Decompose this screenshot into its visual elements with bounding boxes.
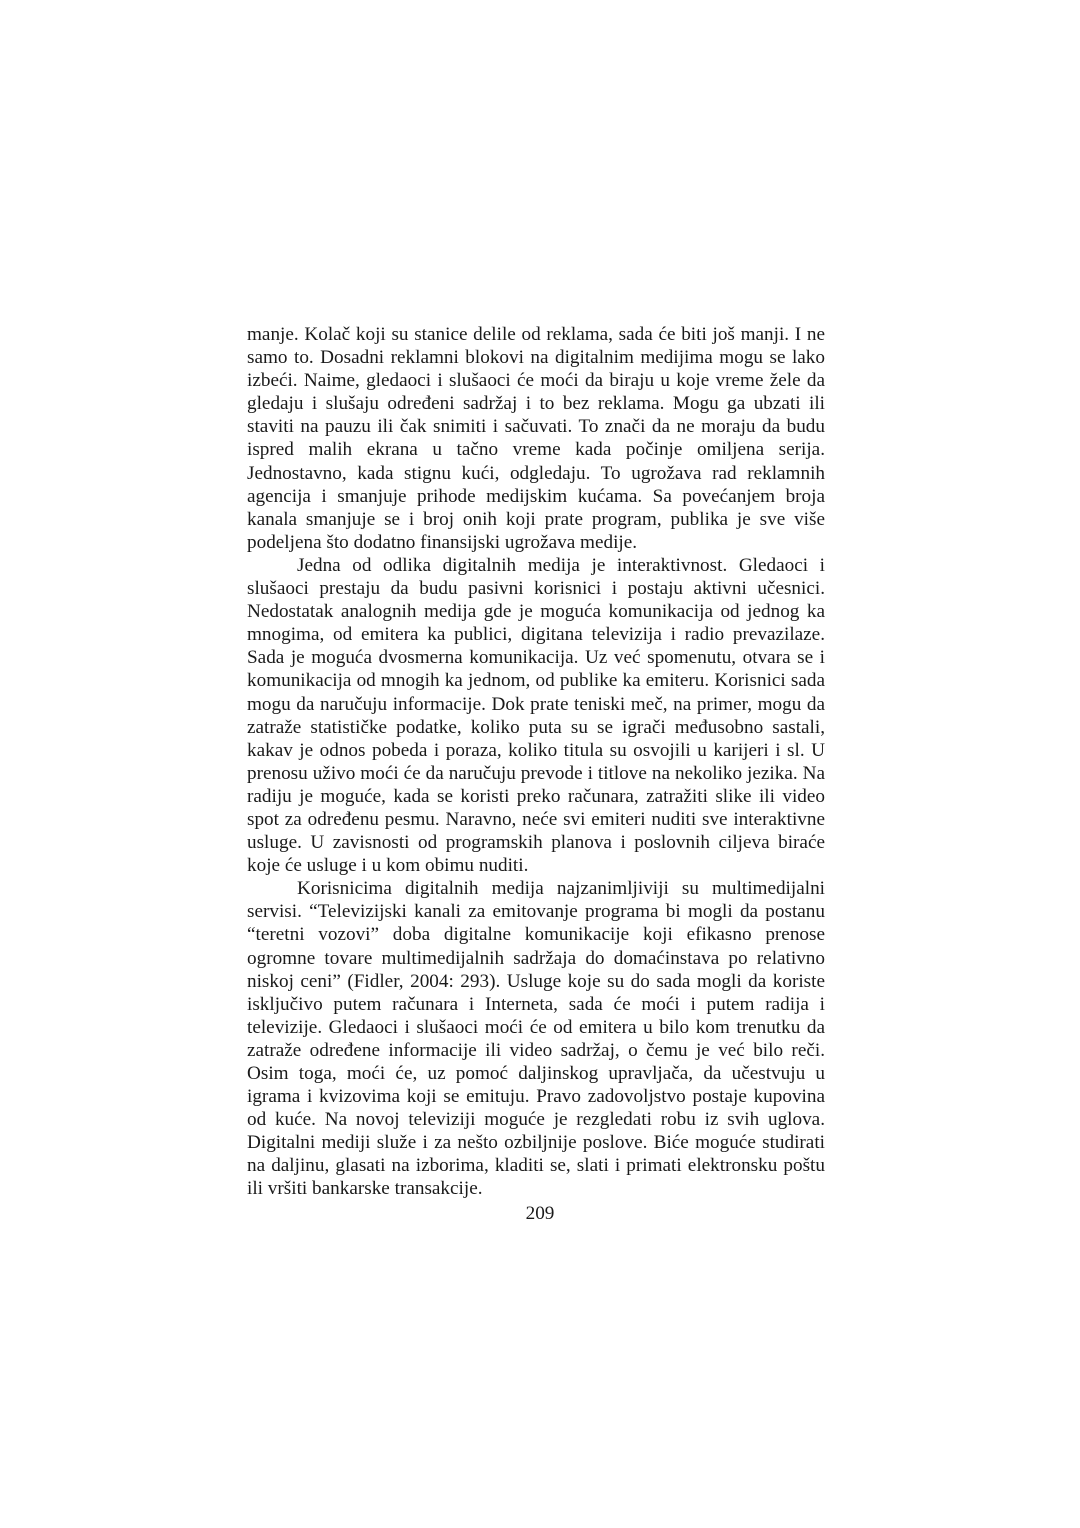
paragraph-3: Korisnicima digitalnih medija najzanimljiviji su multimedijalni servisi. “Televizijski kanali za emitovanje programa bi mogli da postanu “teretni vozovi” doba digitalne komunikacije koji efikasno prenose ogromne tovare multimedijalnih sadržaja do domaćinstava po relativno niskoj ceni” (Fidler, 2004: 293). Usluge koje su do sada mogli da koriste isključivo putem računara i Interneta, sada će moći i putem radija i televizije. Gledaoci i slušaoci moći će od emitera u bilo kom trenutku da zatraže određene informacije ili video sadržaj, o čemu je već bilo reči. Osim toga, moći će, uz pomoć daljinskog upravljača, da učestvuju u igrama i kvizovima koji se emituju. Pravo zadovoljstvo postaje kupovina od kuće. Na novoj televiziji moguće je rezgledati robu iz svih uglova. Digitalni mediji služe i za nešto ozbiljnije poslove. Biće moguće studirati na daljinu, glasati na izborima, kladiti se, slati i primati elektronsku poštu ili vršiti bankarske transakcije.	[247, 878, 825, 1200]
paragraph-2: Jedna od odlika digitalnih medija je interaktivnost. Gledaoci i slušaoci prestaju da budu pasivni korisnici i postaju aktivni učesnici. Nedostatak analognih medija gde je moguća komunikacija od jednog ka mnogima, od emitera ka publici, digitana televizija i radio prevazilaze. Sada je moguća dvosmerna komunikacija. Uz već spomenutu, otvara se i komunikacija od mnogih ka jednom, od publike ka emiteru. Korisnici sada mogu da naručuju informacije. Dok prate teniski meč, na primer, mogu da zatraže statističke podatke, koliko puta su se igrači međusobno sastali, kakav je odnos pobeda i poraza, koliko titula su osvojili u karijeri i sl. U prenosu uživo moći će da naručuju prevode i titlove na nekoliko jezika. Na radiju je moguće, kada se koristi preko računara, zatražiti slike ili video spot za određenu pesmu. Naravno, neće svi emiteri nuditi sve interaktivne usluge. U zavisnosti od programskih planova i poslovnih ciljeva biraće koje će usluge i u kom obimu nuditi.	[247, 554, 825, 877]
body-text	[247, 323, 825, 1201]
page-number: 209	[525, 1203, 555, 1224]
paragraph-1: manje. Kolač koji su stanice delile od reklama, sada će biti još manji. I ne samo to. Dosadni reklamni blokovi na digitalnim medijima mogu se lako izbeći. Naime, gledaoci i slušaoci će moći da biraju u koje vreme žele da gledaju i slušaju određeni sadržaj i to bez reklama. Mogu ga ubzati ili staviti na pauzu ili čak snimiti i sačuvati. To znači da ne moraju da budu ispred malih ekrana u tačno vreme kada počinje omiljena serija. Jednostavno, kada stignu kući, odgledaju. To ugrožava rad reklamnih agencija i smanjuje prihode medijskim kućama. Sa povećanjem broja kanala smanjuje se i broj onih koji prate program, publika je sve više podeljena što dodatno finansijski ugrožava medije.	[247, 324, 825, 553]
